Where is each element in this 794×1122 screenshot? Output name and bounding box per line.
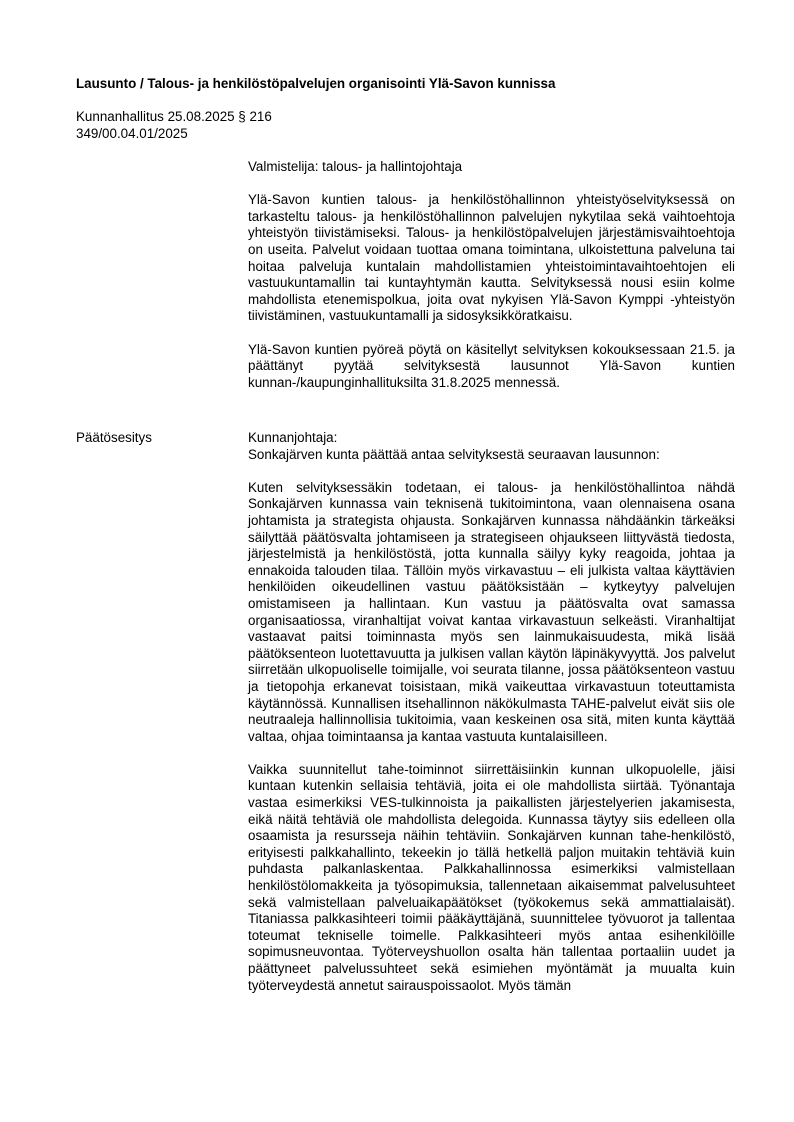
- preparation-section: [248, 159, 735, 391]
- preparation-paragraph-2: Ylä-Savon kuntien pyöreä pöytä on käsitellyt selvityksen kokouksessaan 21.5. ja päättänyt pyytää selvityksestä lausunnot Ylä-Savon kuntien kunnan-/kaupunginhallituksilta 31.8.2025 mennessä.: [248, 341, 735, 390]
- decision-intro: Sonkajärven kunta päättää antaa selvityksestä seuraavan lausunnon:: [248, 446, 660, 462]
- preparer-label: Valmistelija: talous- ja hallintojohtaja: [248, 159, 463, 174]
- decision-proposer: Kunnanjohtaja:: [248, 430, 338, 445]
- decision-section: [248, 430, 735, 994]
- preparation-paragraph-1: Ylä-Savon kuntien talous- ja henkilöstöhallinnon yhteistyöselvityksessä on tarkasteltu talous- ja henkilöstöhallinnon palvelujen nykytilaa sekä vaihtoehtoja yhteistyön tiivistämiseksi. Talous- ja henkilöstöpalvelujen järjestämisvaihtoehtoja on useita. Palvelut voidaan tuottaa omana toimintana, ulkoistettuna palveluna tai hoitaa palveluja kuntalain mahdollistamien yhteistoimintavaihtoehtojen eli vastuukuntamallin tai kuntayhtymän kautta. Selvityksessä nousi esiin kolme mahdollista etenemispolkua, joita ovat nykyisen Ylä-Savon Kymppi -yhteistyön tiivistäminen, vastuukuntamalli ja sidosyksikköratkaisu.: [248, 192, 735, 324]
- document-title: Lausunto / Talous- ja henkilöstöpalvelujen organisointi Ylä-Savon kunnissa: [76, 76, 556, 91]
- statement-paragraph-1: Kuten selvityksessäkin todetaan, ei talous- ja henkilöstöhallintoa nähdä Sonkajärven kunnassa vain teknisenä tukitoimintona, vaan olennaisena osana johtamista ja strategista ohjausta. Sonkajärven kunnassa nähdäänkin tärkeäksi säilyttää päätösvalta johtamiseen ja strategiseen ohjaukseen liittyvästä tiedosta, järjestelmistä ja henkilöstöstä, jotta kunnalla säilyy kyky reagoida, johtaa ja ennakoida talouden tilaa. Tällöin myös virkavastuu – eli julkista valtaa käyttävien henkilöiden oikeudellinen vastuu päätöksistään – kytkeytyy palvelujen omistamiseen ja hallintaan. Kun vastuu ja päätösvalta ovat samassa organisaatiossa, viranhaltijat voivat kantaa virkavastuun selkeästi. Viranhaltijat vastaavat paitsi toiminnasta myös sen lainmukaisuudesta, mikä lisää päätöksenteon luotettavuutta ja julkisen vallan käytön läpinäkyvyyttä. Jos palvelut siirretään ulkopuoliselle toimijalle, voi seurata tilanne, jossa päätöksenteon vastuu ja tietopohja erkanevat toisistaan, mikä vaikeuttaa virkavastuun toteuttamista käytännössä. Kunnallisen itsehallinnon näkökulmasta TAHE-palvelut eivät siis ole neutraaleja hallinnollisia tukitoimia, vaan keskeinen osa sitä, miten kunta käyttää valtaa, ohjaa toimintaansa ja kantaa vastuuta kuntalaisilleen.: [248, 479, 735, 744]
- decision-proposal-label: Päätösesitys: [76, 430, 152, 445]
- record-number: 349/00.04.01/2025: [76, 125, 188, 141]
- statement-paragraph-2: Vaikka suunnitellut tahe-toiminnot siirrettäisiinkin kunnan ulkopuolelle, jäisi kuntaan kutenkin sellaisia tehtäviä, joita ei ole mahdollista siirtää. Työnantaja vastaa esimerkiksi VES-tulkinnoista ja paikallisten järjestelyerien jakamisesta, eikä näitä tehtäviä ole mahdollista delegoida. Kunnassa täytyy siis edelleen olla osaamista ja resursseja näihin tehtäviin. Sonkajärven kunnan tahe-henkilöstö, erityisesti palkkahallinto, tekeekin jo tällä hetkellä paljon muitakin tehtäviä kuin puhdasta palkanlaskentaa. Palkkahallinnossa esimerkiksi valmistellaan henkilöstölomakkeita ja työsopimuksia, tallennetaan aikaisemmat palvelusuhteet sekä valmistellaan palveluaikapäätökset (työkokemus sekä ammattialaisät). Titaniassa palkkasihteeri toimii pääkäyttäjänä, suunnittelee työvuorot ja tallentaa toteumat tekniselle toimelle. Palkkasihteeri myös antaa esihenkilöille sopimusneuvontaa. Työterveyshuollon osalta hän tallentaa portaaliin uudet ja päättyneet palvelussuhteet sekä esimiehen myöntämät ja muualta kuin työterveydestä annetut sairauspoissaolot. Myös tämän: [248, 761, 735, 993]
- document-meta: [76, 109, 272, 142]
- meeting-reference: Kunnanhallitus 25.08.2025 § 216: [76, 109, 272, 124]
